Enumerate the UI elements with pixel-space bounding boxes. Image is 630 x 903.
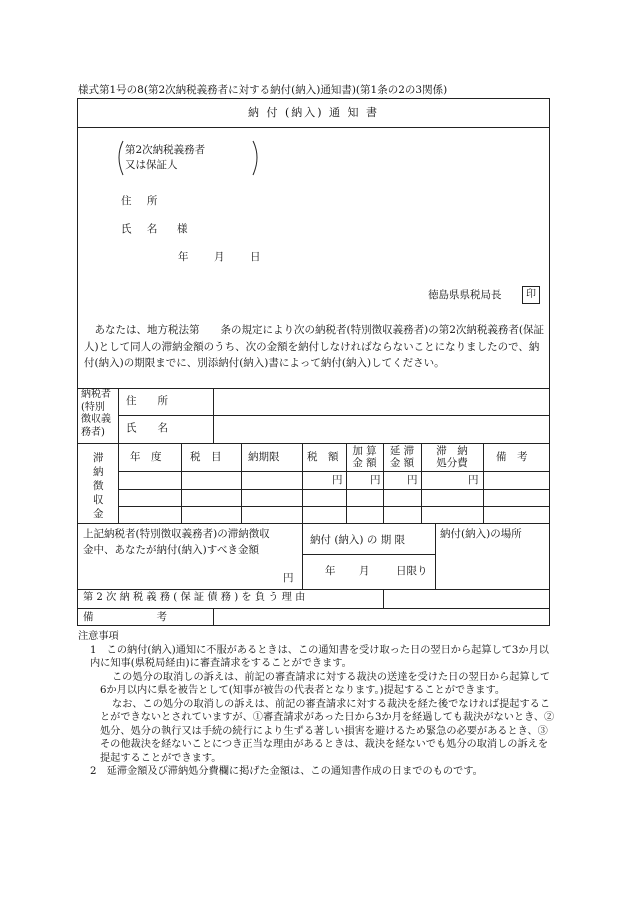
seal-mark: 印 (522, 286, 540, 304)
recipient-honorific: 様 (177, 223, 188, 235)
recipient-type-line1: 第2次納税義務者 (125, 144, 206, 156)
form-title: 納 付 (納入) 通 知 書 (247, 106, 380, 119)
recipient-name-label: 氏 名 (121, 223, 164, 235)
note-1-exception: なお、この処分の取消しの訴えは、前記の審査請求に対する裁決を経た後でなければ提起することができないとされていますが、①審査請求があった日から3か月を経過しても裁決がないとき、②処分、処分の執行又は手続の続行により生ずる著しい損害を避けるため緊急の必要があるとき、③その他裁決を経ないことにつき正当な理由があるときは、裁決を経ないでも処分の取消しの訴えを提起することができます。 (100, 698, 555, 764)
taxpayer-name-label: 氏 名 (126, 422, 168, 434)
payment-amount-label-line1: 上記納税者(特別徴収義務者)の滞納徴収 (83, 528, 270, 540)
recipient-type-line2: 又は保証人 (125, 159, 178, 171)
payment-deadline-day: 日限り (396, 565, 428, 577)
issuer-name: 徳島県県税局長 (428, 289, 502, 301)
col-tax-amount: 税 額 (307, 451, 339, 463)
col-year: 年 度 (130, 451, 162, 463)
payment-amount-unit: 円 (283, 572, 294, 584)
arrears-side-label: 滞 納 徴 収 金 (93, 452, 104, 520)
issue-month-label: 月 (214, 251, 225, 263)
notes-section (78, 630, 556, 779)
payment-deadline-label: 納付 (納入) の 期 限 (310, 534, 406, 546)
taxpayer-label: 納税者 (特別 徴収義 務者) (81, 389, 111, 438)
col-remarks: 備 考 (496, 451, 528, 463)
notice-form (77, 98, 550, 626)
payment-deadline-year: 年 (325, 565, 336, 577)
reason-label: 第 2 次 納 税 義 務 ( 保 証 債 務 ) を 負 う 理 由 (83, 592, 306, 603)
unit-tax-amount: 円 (332, 474, 343, 486)
col-penalty: 加 算 金 額 (352, 445, 377, 470)
note-1-appeal: この処分の取消しの訴えは、前記の審査請求に対する裁決の送達を受けた日の翌日から起算して6か月以内に県を被告として(知事が被告の代表者となります。)提起することができます。 (100, 671, 551, 696)
notes-heading: 注意事項 (78, 631, 119, 642)
unit-delinquency: 円 (407, 474, 418, 486)
note-2: 2 延滞金額及び滞納処分費欄に掲げた金額は、この通知書作成の日までのものです。 (90, 766, 483, 777)
remarks-label: 備 考 (83, 611, 167, 623)
col-tax-item: 税 目 (190, 451, 222, 463)
col-delinquency: 延 滞 金 額 (389, 445, 415, 470)
payment-place-label: 納付(納入)の場所 (440, 528, 522, 540)
issue-day-label: 日 (250, 251, 261, 263)
col-disposal-fee: 滞 納 処分費 (436, 445, 468, 470)
body-text: あなたは、地方税法第 条の規定により次の納税者(特別徴収義務者)の第2次納税義務者(保証人)として同人の滞納金額のうち、次の金額を納付しなければならないことになりましたので、納付(納入)の期限までに、別添納付(納入)書によって納付(納入)してください。 (84, 324, 544, 369)
issue-year-label: 年 (178, 251, 189, 263)
taxpayer-address-label: 住 所 (126, 395, 168, 407)
payment-amount-label-line2: 金中、あなたが納付(納入)すべき金額 (83, 544, 259, 556)
note-1: 1 この納付(納入)通知に不服があるときは、この通知書を受け取った日の翌日から起算して3か月以内に知事(県税局経由)に審査請求をすることができます。 (90, 644, 549, 669)
recipient-address-label: 住 所 (121, 195, 164, 207)
payment-deadline-month: 月 (359, 565, 370, 577)
form-code: 様式第1号の8(第2次納税義務者に対する納付(納入)通知書)(第1条の2の3関係) (78, 84, 448, 96)
unit-disposal-fee: 円 (468, 474, 479, 486)
unit-penalty: 円 (370, 474, 381, 486)
col-deadline: 納期限 (248, 451, 280, 463)
